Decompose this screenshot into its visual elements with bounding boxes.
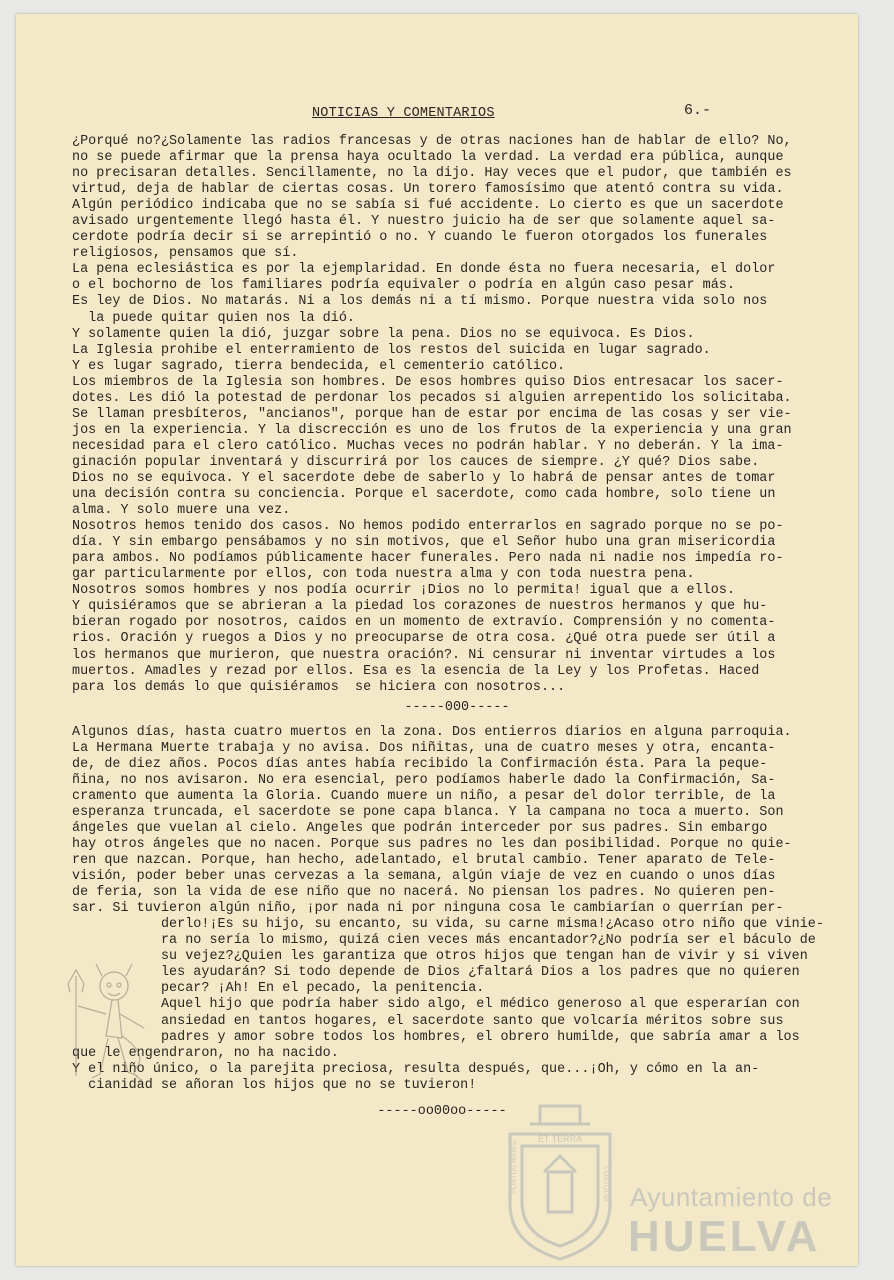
text-line: pecar? ¡Ah! En el pecado, la penitencia. — [72, 981, 485, 997]
text-line: su vejez?¿Quien les garantiza que otros hijos que tengan han de vivir y si viven — [72, 949, 808, 965]
text-line: La Hermana Muerte trabaja y no avisa. Dos niñitas, una de cuatro meses y otra, encanta- — [72, 740, 776, 756]
section-separator: -----000----- — [404, 699, 510, 715]
text-line: los hermanos que murieron, que nuestra oración?. Ni censurar ni inventar virtudes a los — [72, 647, 776, 663]
text-line: ansiedad en tantos hogares, el sacerdote santo que volcaría méritos sobre sus — [72, 1013, 784, 1029]
text-line: para ambos. No podíamos públicamente hacer funerales. Pero nada ni nadie nos impedía ro- — [72, 551, 784, 567]
text-line: necesidad para el clero católico. Muchas veces no podrán hablar. Y no deberán. Y la ima- — [72, 438, 784, 454]
text-line: esperanza truncada, el sacerdote se pone capa blanca. Y la campana no toca a muerto. Son — [72, 804, 784, 820]
text-line: Es ley de Dios. No matarás. Ni a los demás ni a tí mismo. Porque nuestra vida solo nos — [72, 294, 768, 310]
text-line: Nosotros hemos tenido dos casos. No hemos podido enterrarlos en sagrado porque no se po- — [72, 519, 784, 535]
municipal-watermark — [500, 1094, 840, 1264]
text-line: Algunos días, hasta cuatro muertos en la zona. Dos entierros diarios en alguna parroquia. — [72, 724, 792, 740]
end-separator: -----oo00oo----- — [377, 1103, 507, 1119]
document-title: NOTICIAS Y COMENTARIOS — [312, 106, 495, 121]
text-line: día. Y sin embargo pensábamos y no sin motivos, que el Señor hubo una gran misericordia — [72, 535, 776, 551]
text-line: La pena eclesiástica es por la ejemplaridad. En donde ésta no fuera necesaria, el dolor — [72, 262, 776, 278]
text-line: jos en la experiencia. Y la discrección es uno de los frutos de la experiencia y una gran — [72, 422, 792, 438]
text-line: no precisaran detalles. Sencillamente, no la dijo. Hay veces que el pudor, que también es — [72, 166, 792, 182]
seal-left-text: PORTUS MARIS — [511, 1140, 518, 1194]
text-line: les ayudarán? Si todo depende de Dios ¿faltará Dios a los padres que no quieren — [72, 965, 800, 981]
watermark-line-1: Ayuntamiento de — [630, 1182, 833, 1212]
text-line: muertos. Amadles y rezad por ellos. Esa es la esencia de la Ley y los Profetas. Haced — [72, 663, 760, 679]
text-line: alma. Y solo muere una vez. — [72, 503, 291, 519]
text-line: ren que nazcan. Porque, han hecho, adelantado, el brutal cambio. Tener aparato de Tele- — [72, 853, 776, 869]
text-line: Dios no se equivoca. Y el sacerdote debe de saberlo y lo habrá de pensar antes de tomar — [72, 470, 776, 486]
paragraph-block-2 — [72, 725, 852, 1094]
text-line: La Iglesia prohibe el enterramiento de los restos del suicida en lugar sagrado. — [72, 342, 711, 358]
text-line: bieran rogado por nosotros, caidos en un momento de extravío. Comprensión y no comenta- — [72, 615, 776, 631]
text-line: padres y amor sobre todos los hombres, el obrero humilde, que sabría amar a los — [72, 1029, 800, 1045]
text-line: no se puede afirmar que la prensa haya ocultado la verdad. La verdad era pública, aunque — [72, 150, 784, 166]
seal-right-text: CUSTODIA — [602, 1166, 609, 1203]
paragraph-block-1 — [72, 134, 852, 696]
text-line: una decisión contra su conciencia. Porque el sacerdote, como cada hombre, solo tiene un — [72, 487, 776, 503]
text-line: cramento que aumenta la Gloria. Cuando muere un niño, a pesar del dolor terrible, de la — [72, 788, 776, 804]
huelva-seal-icon — [500, 1094, 620, 1264]
text-line: derlo!¡Es su hijo, su encanto, su vida, su carne misma!¿Acaso otro niño que vinie- — [72, 917, 824, 933]
text-line: ángeles que vuelan al cielo. Angeles que podrán interceder por sus padres. Sin embargo — [72, 820, 768, 836]
text-line: hay otros ángeles que no nacen. Porque sus padres no les dan posibilidad. Porque no quie- — [72, 837, 792, 853]
text-line: Y es lugar sagrado, tierra bendecida, el cementerio católico. — [72, 358, 566, 374]
text-line: virtud, deja de hablar de ciertas cosas. Un torero famosísimo que atentó contra su vida. — [72, 182, 784, 198]
text-line: Nosotros somos hombres y nos podía ocurrir ¡Dios no lo permita! igual que a ellos. — [72, 583, 736, 599]
text-line: sar. Si tuvieron algún niño, ¡por nada ni por ninguna cosa le cambiarían o querrían per- — [72, 901, 784, 917]
text-line: Se llaman presbíteros, "ancianos", porque han de estar por encima de las cosas y ser vie- — [72, 406, 792, 422]
text-line: Y solamente quien la dió, juzgar sobre la pena. Dios no se equivoca. Es Dios. — [72, 326, 695, 342]
text-line: de feria, son la vida de ese niño que no nacerá. No piensan los padres. No quieren pen- — [72, 885, 776, 901]
page-number: 6.- — [684, 102, 712, 119]
text-line: avisado urgentemente llegó hasta él. Y nuestro juicio ha de ser que solamente aquel sa- — [72, 214, 776, 230]
text-line: religiosos, pensamos que sí. — [72, 246, 299, 262]
text-line: la puede quitar quien nos la dió. — [72, 310, 355, 326]
devil-sketch-icon — [56, 956, 166, 1096]
text-line: para los demás lo que quisiéramos se hiciera con nosotros... — [72, 679, 566, 695]
text-line: cianidad se añoran los hijos que no se tuvieron! — [72, 1077, 477, 1093]
text-line: rios. Oración y ruegos a Dios y no preocuparse de otra cosa. ¿Qué otra puede ser útil a — [72, 631, 776, 647]
text-line: Los miembros de la Iglesia son hombres. De esos hombres quiso Dios entresacar los sacer- — [72, 374, 784, 390]
text-line: o el bochorno de los familiares podría equivaler o podría en algún caso pesar más. — [72, 278, 736, 294]
body-text — [72, 134, 852, 1120]
seal-top-text: ET TERRA — [537, 1134, 583, 1144]
text-line: Y quisiéramos que se abrieran a la piedad los corazones de nuestros hermanos y que hu- — [72, 599, 768, 615]
text-line: ñina, no nos avisaron. No era esencial, pero podíamos haberle dado la Confirmación, Sa- — [72, 772, 776, 788]
text-line: que le engendraron, no ha nacido. — [72, 1045, 339, 1061]
text-line: gar particularmente por ellos, con toda nuestra alma y con toda nuestra pena. — [72, 567, 695, 583]
document-page — [16, 14, 858, 1266]
watermark-line-2: HUELVA — [628, 1212, 821, 1261]
text-line: dotes. Les dió la potestad de perdonar los pecados si alguien arrepentido los solicitaba. — [72, 390, 792, 406]
text-line: ginación popular inventará y discurrirá por los cauces de siempre. ¿Y qué? Dios sabe. — [72, 454, 760, 470]
text-line: cerdote podría decir si se arrepintió o no. Y cuando le fueron otorgados los funerales — [72, 230, 768, 246]
text-line: ra no sería lo mismo, quizá cien veces más encantador?¿No podría ser el báculo de — [72, 933, 816, 949]
text-line: Y el niño único, o la parejita preciosa, resulta después, que...¡Oh, y cómo en la an- — [72, 1061, 760, 1077]
text-line: Algún periódico indicaba que no se sabía si fué accidente. Lo cierto es que un sacerdote — [72, 198, 784, 214]
text-line: de, de diez años. Pocos días antes había recibido la Confirmación ésta. Para la peque- — [72, 756, 768, 772]
text-line: ¿Porqué no?¿Solamente las radios francesas y de otras naciones han de hablar de ello? No, — [72, 134, 792, 149]
text-line: visión, poder beber unas cervezas a la semana, algún viaje de vez en cuando o unos días — [72, 869, 776, 885]
text-line: Aquel hijo que podría haber sido algo, el médico generoso al que esperarían con — [72, 997, 800, 1013]
